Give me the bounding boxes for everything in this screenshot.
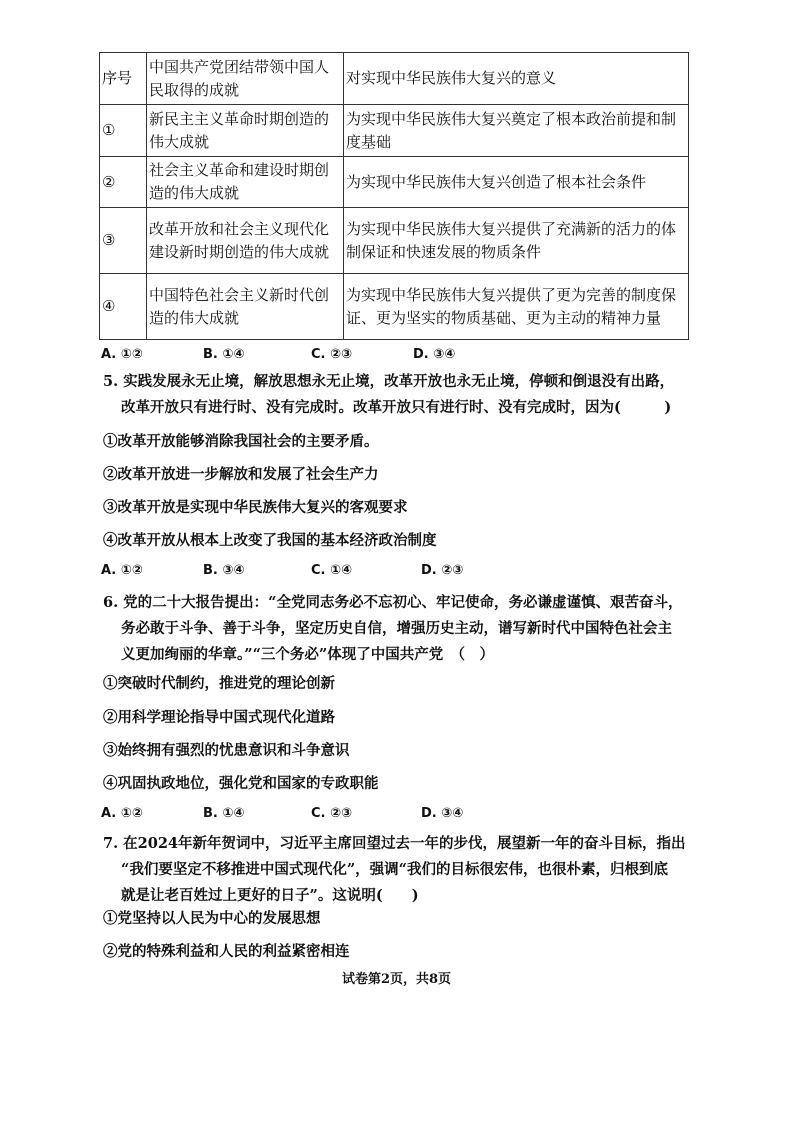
option-d[interactable]: D. ③④ (413, 347, 456, 362)
q6-options (101, 806, 463, 821)
q6-stem (103, 590, 703, 668)
table-row (100, 105, 689, 157)
q6-choice-2: ②用科学理论指导中国式现代化道路 (103, 709, 335, 726)
table-cell: 社会主义革命和建设时期创造的伟大成就 (147, 157, 344, 208)
q7-choice-1: ①党坚持以人民为中心的发展思想 (103, 910, 321, 927)
q6-stem-line: 6. 党的二十大报告提出：“全党同志务必不忘初心、牢记使命，务必谦虚谨慎、艰苦奋斗， (103, 594, 683, 611)
q5-stem (103, 369, 703, 421)
q7-stem-line: 7. 在2024年新年贺词中，习近平主席回望过去一年的步伐，展望新一年的奋斗目标，指出 (103, 835, 686, 852)
q6-choice-4: ④巩固执政地位，强化党和国家的专政职能 (103, 775, 379, 792)
option-a[interactable]: A. ①② (101, 347, 143, 362)
table-cell: 为实现中华民族伟大复兴提供了更为完善的制度保证、更为坚实的物质基础、更为主动的精神力量 (344, 274, 689, 340)
q4-options (101, 347, 455, 362)
option-d[interactable]: D. ③④ (421, 806, 464, 821)
page-footer: 试卷第2页，共8页 (341, 972, 452, 987)
table-header-cell: 对实现中华民族伟大复兴的意义 (344, 53, 689, 105)
table-cell: ① (100, 105, 147, 157)
q5-choice-2: ②改革开放进一步解放和发展了社会生产力 (103, 466, 379, 483)
q5-choice-3: ③改革开放是实现中华民族伟大复兴的客观要求 (103, 499, 408, 516)
table-cell: ③ (100, 208, 147, 274)
q7-stem (103, 831, 703, 909)
q5-choice-1: ①改革开放能够消除我国社会的主要矛盾。 (103, 433, 379, 450)
table-cell: 改革开放和社会主义现代化建设新时期创造的伟大成就 (147, 208, 344, 274)
table-row (100, 157, 689, 208)
option-d[interactable]: D. ②③ (421, 563, 464, 578)
table-header-cell: 中国共产党团结带领中国人民取得的成就 (147, 53, 344, 105)
table-cell: ② (100, 157, 147, 208)
q6-choice-3: ③始终拥有强烈的忧患意识和斗争意识 (103, 742, 350, 759)
table-header-row (100, 53, 689, 105)
q5-choice-4: ④改革开放从根本上改变了我国的基本经济政治制度 (103, 532, 437, 549)
option-c[interactable]: C. ②③ (311, 347, 353, 362)
table-header-cell: 序号 (100, 53, 147, 105)
q5-stem-line: 改革开放只有进行时、没有完成时。改革开放只有进行时、没有完成时，因为( ) (121, 399, 672, 416)
option-a[interactable]: A. ①② (101, 806, 143, 821)
option-c[interactable]: C. ①④ (311, 563, 353, 578)
option-b[interactable]: B. ③④ (203, 563, 245, 578)
option-a[interactable]: A. ①② (101, 563, 143, 578)
q5-options (101, 563, 463, 578)
table-cell: 中国特色社会主义新时代创造的伟大成就 (147, 274, 344, 340)
table-cell: 为实现中华民族伟大复兴提供了充满新的活力的体制保证和快速发展的物质条件 (344, 208, 689, 274)
table-cell: 新民主主义革命时期创造的伟大成就 (147, 105, 344, 157)
table-cell: 为实现中华民族伟大复兴奠定了根本政治前提和制度基础 (344, 105, 689, 157)
table-cell: 为实现中华民族伟大复兴创造了根本社会条件 (344, 157, 689, 208)
table-row (100, 208, 689, 274)
q6-stem-line: 义更加绚丽的华章。”“三个务必”体现了中国共产党 （ ） (121, 646, 495, 663)
q7-choice-2: ②党的特殊利益和人民的利益紧密相连 (103, 943, 350, 960)
q7-stem-line: “我们要坚定不移推进中国式现代化”，强调“我们的目标很宏伟，也很朴素，归根到底 (121, 861, 669, 878)
option-b[interactable]: B. ①④ (203, 806, 245, 821)
option-b[interactable]: B. ①④ (203, 347, 245, 362)
option-c[interactable]: C. ②③ (311, 806, 353, 821)
table-row (100, 274, 689, 340)
achievements-table (99, 52, 689, 340)
q6-choice-1: ①突破时代制约，推进党的理论创新 (103, 675, 335, 692)
q6-stem-line: 务必敢于斗争、善于斗争，坚定历史自信，增强历史主动，谱写新时代中国特色社会主 (121, 620, 672, 637)
q5-stem-line: 5. 实践发展永无止境，解放思想永无止境，改革开放也永无止境，停顿和倒退没有出路， (103, 373, 675, 390)
q7-stem-line: 就是让老百姓过上更好的日子”。这说明( ) (121, 887, 419, 904)
table-cell: ④ (100, 274, 147, 340)
